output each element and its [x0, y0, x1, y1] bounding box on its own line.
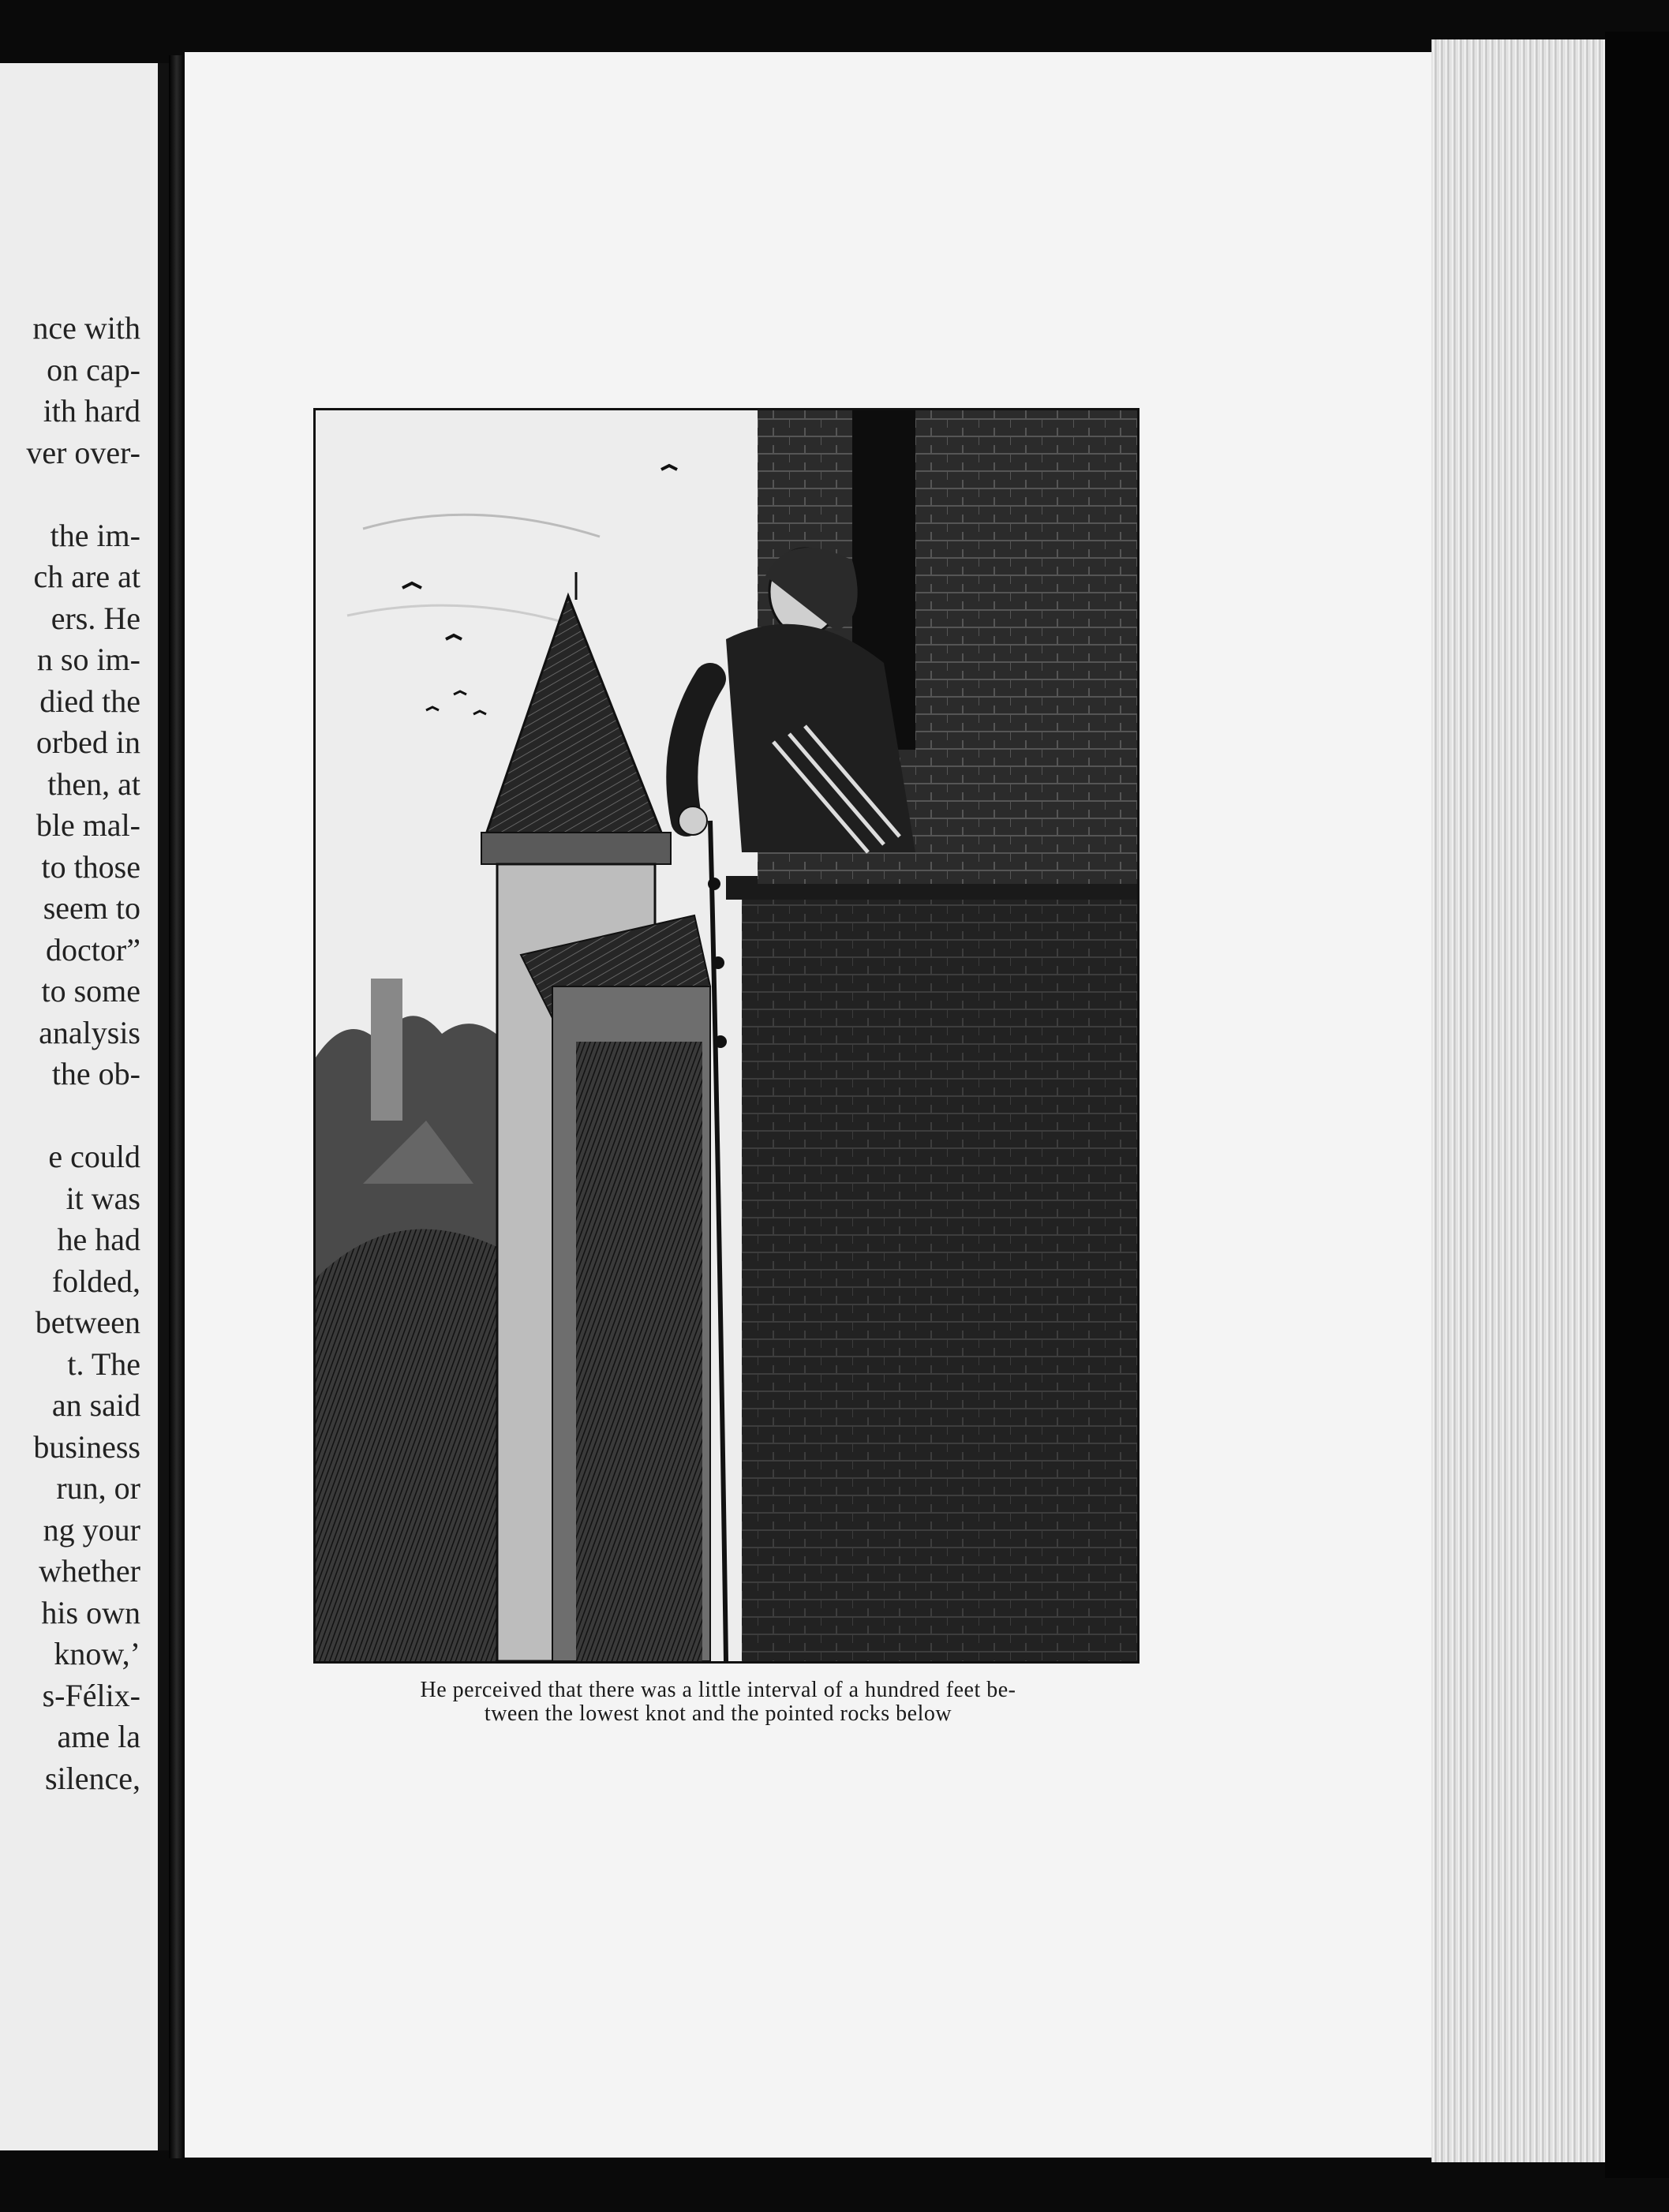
left-page-line: it was	[65, 1180, 140, 1216]
left-page	[0, 63, 169, 2150]
left-page-line: ers. He	[51, 600, 140, 636]
left-page-line: an said	[51, 1387, 140, 1423]
left-page-line: on cap-	[47, 351, 140, 387]
left-page-line: he had	[57, 1222, 140, 1257]
left-page-line: ch are at	[33, 559, 140, 594]
book-gutter	[169, 55, 185, 2158]
background-edge	[1605, 32, 1669, 2178]
illustration-plate	[313, 408, 1139, 1664]
left-page-line: the im-	[50, 517, 140, 553]
left-page-line: to those	[41, 848, 140, 885]
left-page-line: silence,	[44, 1760, 140, 1796]
left-page-line: ver over-	[26, 434, 140, 470]
left-page-line: died the	[39, 683, 140, 719]
left-page-line: ame la	[57, 1719, 140, 1754]
left-page-line: ith hard	[43, 393, 140, 429]
left-page-line: whether	[39, 1553, 140, 1589]
left-page-line: know,’	[54, 1636, 140, 1671]
left-page-line: nce with	[32, 310, 140, 346]
engraving-illustration	[316, 410, 1137, 1661]
left-page-line: analysis	[39, 1014, 140, 1050]
left-page-line	[0, 473, 140, 515]
left-page-line	[0, 1095, 140, 1137]
left-page-line: run, or	[56, 1470, 140, 1506]
left-page-line: his own	[41, 1594, 140, 1630]
caption-line-2: tween the lowest knot and the pointed rocks below	[484, 1701, 952, 1726]
caption-line-1: He perceived that there was a little interval of a hundred feet be-	[420, 1678, 1016, 1702]
left-page-line: business	[33, 1428, 140, 1465]
left-page-line: folded,	[51, 1263, 140, 1299]
left-page-line: e could	[48, 1139, 140, 1174]
left-page-line: the ob-	[51, 1056, 140, 1091]
left-page-line: n so im-	[36, 642, 140, 677]
left-page-line: ble mal-	[36, 807, 140, 843]
left-page-text	[0, 308, 140, 1799]
left-page-line: between	[35, 1304, 140, 1340]
left-page-line: then, at	[47, 765, 140, 802]
left-page-line: t. The	[67, 1346, 140, 1382]
page-fore-edge	[1431, 39, 1605, 2162]
left-page-line: ng your	[43, 1511, 140, 1548]
left-page-line: orbed in	[36, 724, 140, 760]
left-page-line: s-Félix-	[42, 1677, 140, 1713]
left-page-line: to some	[41, 973, 140, 1009]
left-page-line: seem to	[43, 890, 140, 926]
left-page-line: doctor”	[46, 931, 140, 968]
illustration-caption	[260, 1679, 1176, 1726]
